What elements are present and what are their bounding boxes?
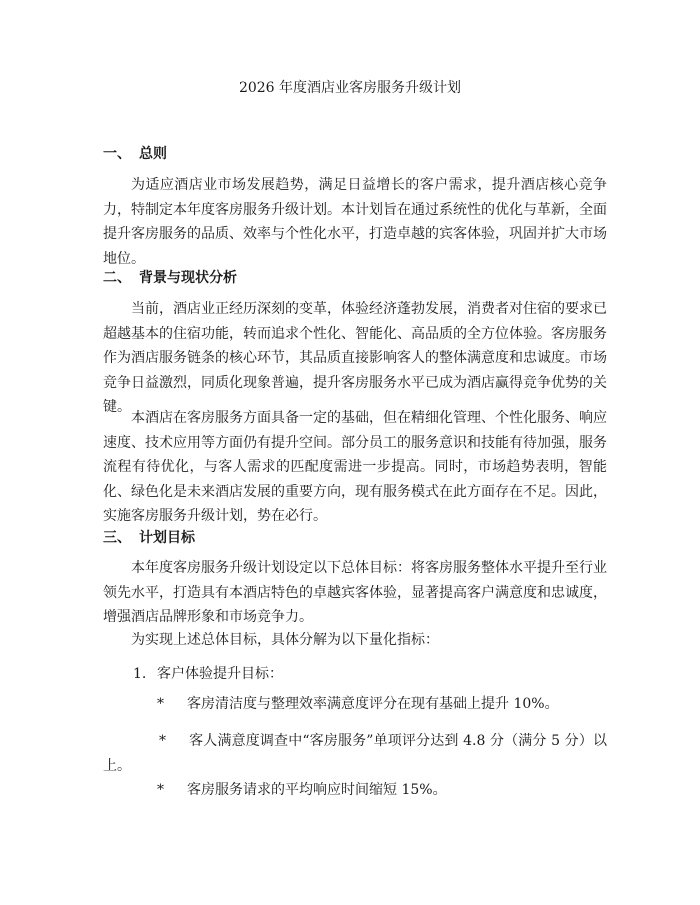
paragraph-general: 为适应酒店业市场发展趋势，满足日益增长的客户需求，提升酒店核心竞争力，特制定本年度客房服务升级计划。本计划旨在通过系统性的优化与革新，全面提升客房服务的品质、效率与个性化水平，打造卓越的宾客体验，巩固并扩大市场地位。 (103, 177, 607, 267)
section-title: 背景与现状分析 (139, 270, 237, 286)
bullet-text: 客人满意度调查中“客房服务”单项评分达到 4.8 分（满分 5 分）以上。 (103, 733, 607, 774)
bullet-symbol: * (157, 782, 164, 798)
bullet-text: 客房服务请求的平均响应时间缩短 15%。 (187, 782, 447, 798)
bullet-item-1 (157, 692, 559, 717)
numbered-item-1 (133, 664, 283, 684)
bullet-item-2 (103, 729, 607, 778)
section-title: 计划目标 (139, 530, 195, 546)
bullet-item-3 (157, 778, 447, 803)
item-number: 1. (133, 666, 147, 682)
paragraph-background-2: 本酒店在客房服务方面具备一定的基础，但在精细化管理、个性化服务、响应速度、技术应用等方面仍有提升空间。部分员工的服务意识和技能有待加强，服务流程有待优化，与客人需求的匹配度需进一步提高。同时，市场趋势表明，智能化、绿色化是未来酒店发展的重要方向，现有服务模式在此方面存在不足。因此，实施客房服务升级计划，势在必行。 (103, 410, 607, 524)
section-heading-goals (103, 528, 195, 548)
section-number: 三、 (103, 530, 131, 546)
section-number: 二、 (103, 270, 131, 286)
paragraph-background-1: 当前，酒店业正经历深刻的变革，体验经济蓬勃发展，消费者对住宿的要求已超越基本的住宿功能，转而追求个性化、智能化、高品质的全方位体验。客房服务作为酒店服务链条的核心环节，其品质直接影响客人的整体满意度和忠诚度。市场竞争日益激烈，同质化现象普遍，提升客房服务水平已成为酒店赢得竞争优势的关键。 (103, 301, 607, 415)
paragraph-goals-1: 本年度客房服务升级计划设定以下总体目标：将客房服务整体水平提升至行业领先水平，打造具有本酒店特色的卓越宾客体验，显著提高客户满意度和忠诚度，增强酒店品牌形象和市场竞争力。 (103, 560, 607, 625)
paragraph-goals-2: 为实现上述总体目标，具体分解为以下量化指标： (131, 632, 439, 648)
bullet-symbol: * (159, 733, 166, 749)
bullet-text: 客房清洁度与整理效率满意度评分在现有基础上提升 10%。 (187, 696, 559, 712)
section-title: 总则 (139, 146, 167, 162)
section-number: 一、 (103, 146, 131, 162)
section-heading-general (103, 144, 167, 164)
bullet-symbol: * (157, 696, 164, 712)
section-heading-background (103, 268, 237, 288)
item-label: 客户体验提升目标： (157, 666, 283, 682)
document-title: 2026 年度酒店业客房服务升级计划 (238, 80, 462, 96)
